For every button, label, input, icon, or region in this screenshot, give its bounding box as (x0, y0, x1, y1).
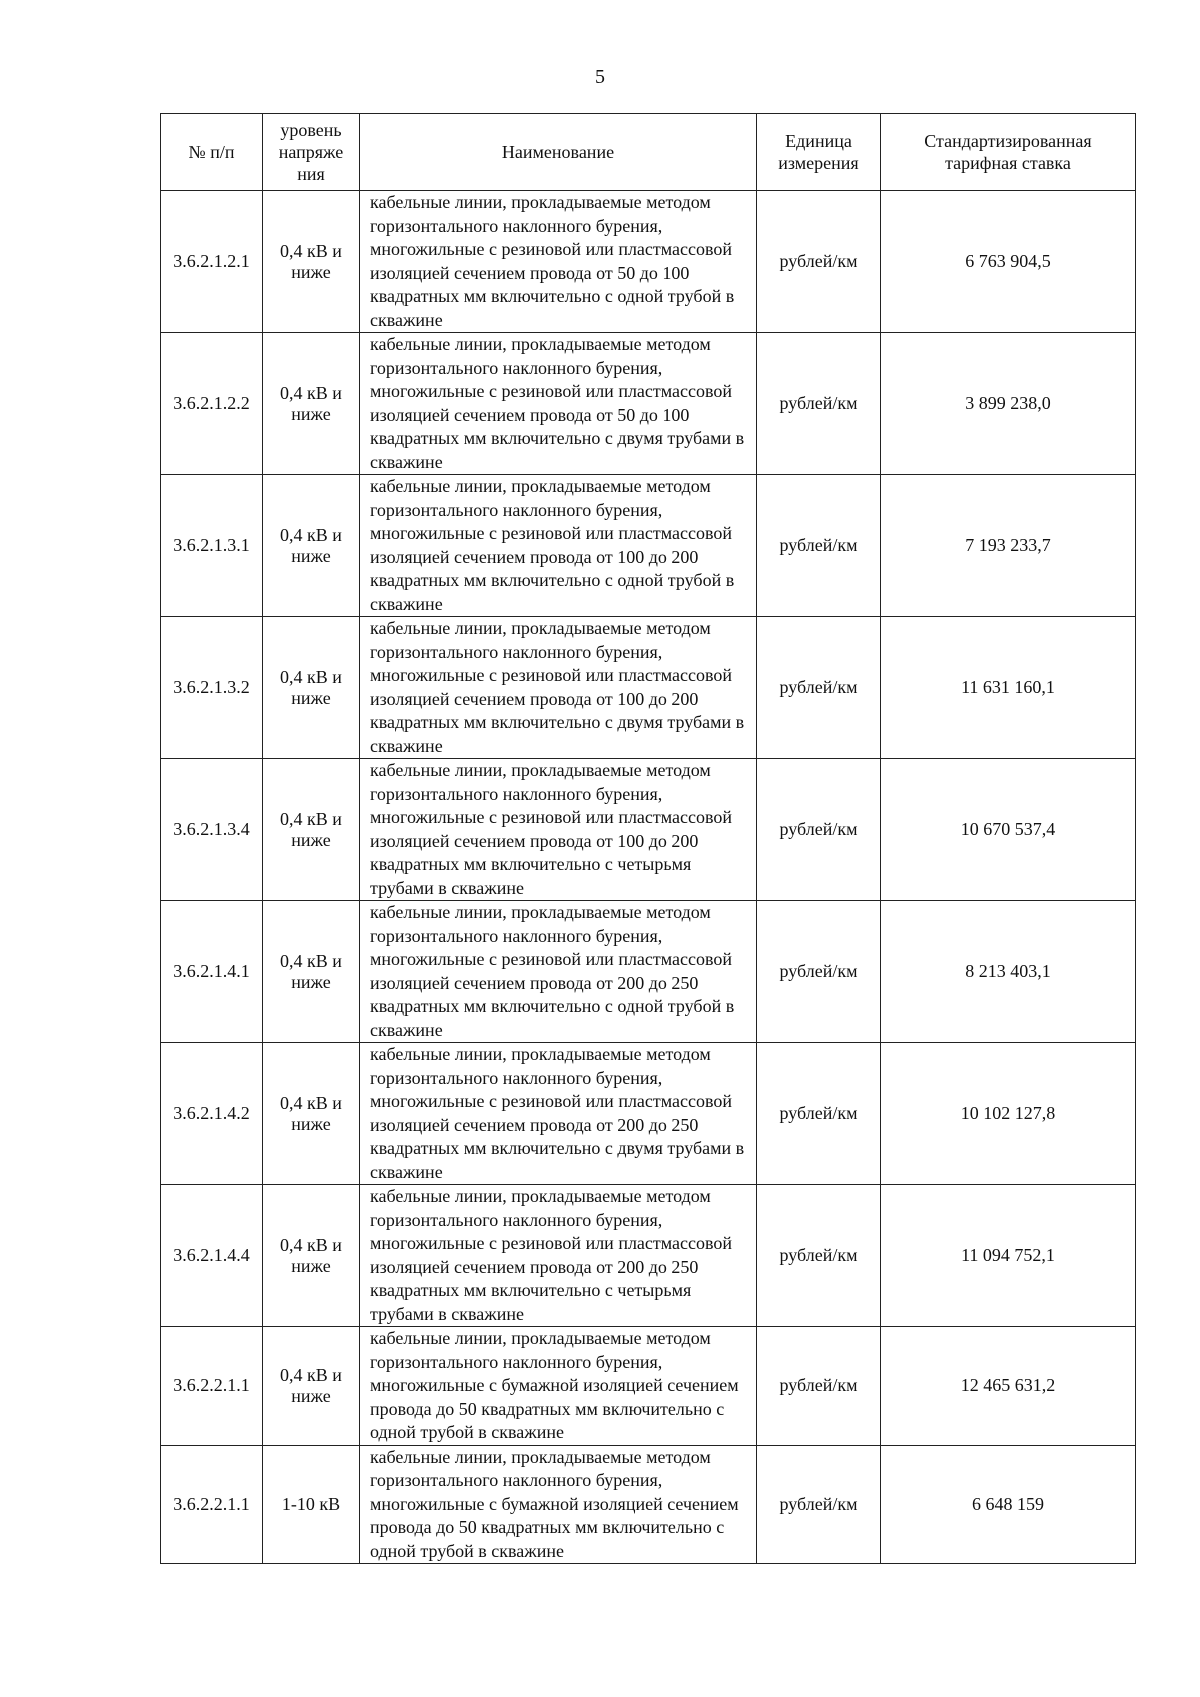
cell-rate: 7 193 233,7 (881, 475, 1136, 617)
cell-rate: 11 094 752,1 (881, 1185, 1136, 1327)
cell-rate: 11 631 160,1 (881, 617, 1136, 759)
cell-level: 0,4 кВ и ниже (263, 191, 360, 333)
cell-unit: рублей/км (757, 1043, 881, 1185)
tariff-table (160, 113, 1136, 1564)
cell-level: 0,4 кВ и ниже (263, 617, 360, 759)
cell-rate: 8 213 403,1 (881, 901, 1136, 1043)
table-header-row (161, 114, 1136, 191)
header-rate: Стандартизированная тарифная ставка (881, 114, 1136, 191)
cell-level: 1-10 кВ (263, 1445, 360, 1564)
cell-level: 0,4 кВ и ниже (263, 1185, 360, 1327)
cell-num: 3.6.2.1.4.4 (161, 1185, 263, 1327)
cell-description: кабельные линии, прокладываемые методом горизонтального наклонного бурения, многожильные с резиновой или пластмассовой изоляцией сечением провода от 50 до 100 квадратных мм включительно с одной трубой в скважине (360, 191, 757, 333)
cell-num: 3.6.2.2.1.1 (161, 1327, 263, 1446)
cell-unit: рублей/км (757, 333, 881, 475)
cell-description: кабельные линии, прокладываемые методом горизонтального наклонного бурения, многожильные с резиновой или пластмассовой изоляцией сечением провода от 100 до 200 квадратных мм включительно с двумя трубами в скважине (360, 617, 757, 759)
cell-rate: 10 670 537,4 (881, 759, 1136, 901)
cell-rate: 6 648 159 (881, 1445, 1136, 1564)
cell-rate: 12 465 631,2 (881, 1327, 1136, 1446)
table-row (161, 1445, 1136, 1564)
cell-num: 3.6.2.1.3.2 (161, 617, 263, 759)
table-row (161, 617, 1136, 759)
cell-unit: рублей/км (757, 191, 881, 333)
table-row (161, 475, 1136, 617)
cell-num: 3.6.2.1.4.1 (161, 901, 263, 1043)
header-unit: Единица измерения (757, 114, 881, 191)
cell-rate: 10 102 127,8 (881, 1043, 1136, 1185)
table-row (161, 759, 1136, 901)
page-number: 5 (595, 66, 605, 88)
cell-unit: рублей/км (757, 1185, 881, 1327)
cell-unit: рублей/км (757, 475, 881, 617)
cell-num: 3.6.2.1.2.1 (161, 191, 263, 333)
cell-unit: рублей/км (757, 759, 881, 901)
cell-level: 0,4 кВ и ниже (263, 901, 360, 1043)
cell-rate: 3 899 238,0 (881, 333, 1136, 475)
cell-description: кабельные линии, прокладываемые методом горизонтального наклонного бурения, многожильные с резиновой или пластмассовой изоляцией сечением провода от 200 до 250 квадратных мм включительно с одной трубой в скважине (360, 901, 757, 1043)
cell-description: кабельные линии, прокладываемые методом горизонтального наклонного бурения, многожильные с резиновой или пластмассовой изоляцией сечением провода от 200 до 250 квадратных мм включительно с двумя трубами в скважине (360, 1043, 757, 1185)
cell-num: 3.6.2.1.2.2 (161, 333, 263, 475)
cell-unit: рублей/км (757, 617, 881, 759)
cell-unit: рублей/км (757, 1327, 881, 1446)
table-row (161, 1185, 1136, 1327)
table-row (161, 333, 1136, 475)
table-row (161, 191, 1136, 333)
cell-description: кабельные линии, прокладываемые методом горизонтального наклонного бурения, многожильные с резиновой или пластмассовой изоляцией сечением провода от 50 до 100 квадратных мм включительно с двумя трубами в скважине (360, 333, 757, 475)
header-level: уровень напряже ния (263, 114, 360, 191)
cell-description: кабельные линии, прокладываемые методом горизонтального наклонного бурения, многожильные с бумажной изоляцией сечением провода до 50 квадратных мм включительно с одной трубой в скважине (360, 1327, 757, 1446)
cell-num: 3.6.2.1.3.4 (161, 759, 263, 901)
cell-description: кабельные линии, прокладываемые методом горизонтального наклонного бурения, многожильные с резиновой или пластмассовой изоляцией сечением провода от 100 до 200 квадратных мм включительно с четырьмя трубами в скважине (360, 759, 757, 901)
cell-level: 0,4 кВ и ниже (263, 333, 360, 475)
cell-level: 0,4 кВ и ниже (263, 1043, 360, 1185)
cell-description: кабельные линии, прокладываемые методом горизонтального наклонного бурения, многожильные с бумажной изоляцией сечением провода до 50 квадратных мм включительно с одной трубой в скважине (360, 1445, 757, 1564)
cell-num: 3.6.2.1.4.2 (161, 1043, 263, 1185)
cell-description: кабельные линии, прокладываемые методом горизонтального наклонного бурения, многожильные с резиновой или пластмассовой изоляцией сечением провода от 200 до 250 квадратных мм включительно с четырьмя трубами в скважине (360, 1185, 757, 1327)
cell-description: кабельные линии, прокладываемые методом горизонтального наклонного бурения, многожильные с резиновой или пластмассовой изоляцией сечением провода от 100 до 200 квадратных мм включительно с одной трубой в скважине (360, 475, 757, 617)
cell-level: 0,4 кВ и ниже (263, 759, 360, 901)
header-num: № п/п (161, 114, 263, 191)
table-row (161, 1327, 1136, 1446)
cell-level: 0,4 кВ и ниже (263, 475, 360, 617)
table-row (161, 901, 1136, 1043)
cell-rate: 6 763 904,5 (881, 191, 1136, 333)
cell-num: 3.6.2.2.1.1 (161, 1445, 263, 1564)
header-name: Наименование (360, 114, 757, 191)
cell-num: 3.6.2.1.3.1 (161, 475, 263, 617)
cell-unit: рублей/км (757, 1445, 881, 1564)
cell-level: 0,4 кВ и ниже (263, 1327, 360, 1446)
cell-unit: рублей/км (757, 901, 881, 1043)
table-row (161, 1043, 1136, 1185)
